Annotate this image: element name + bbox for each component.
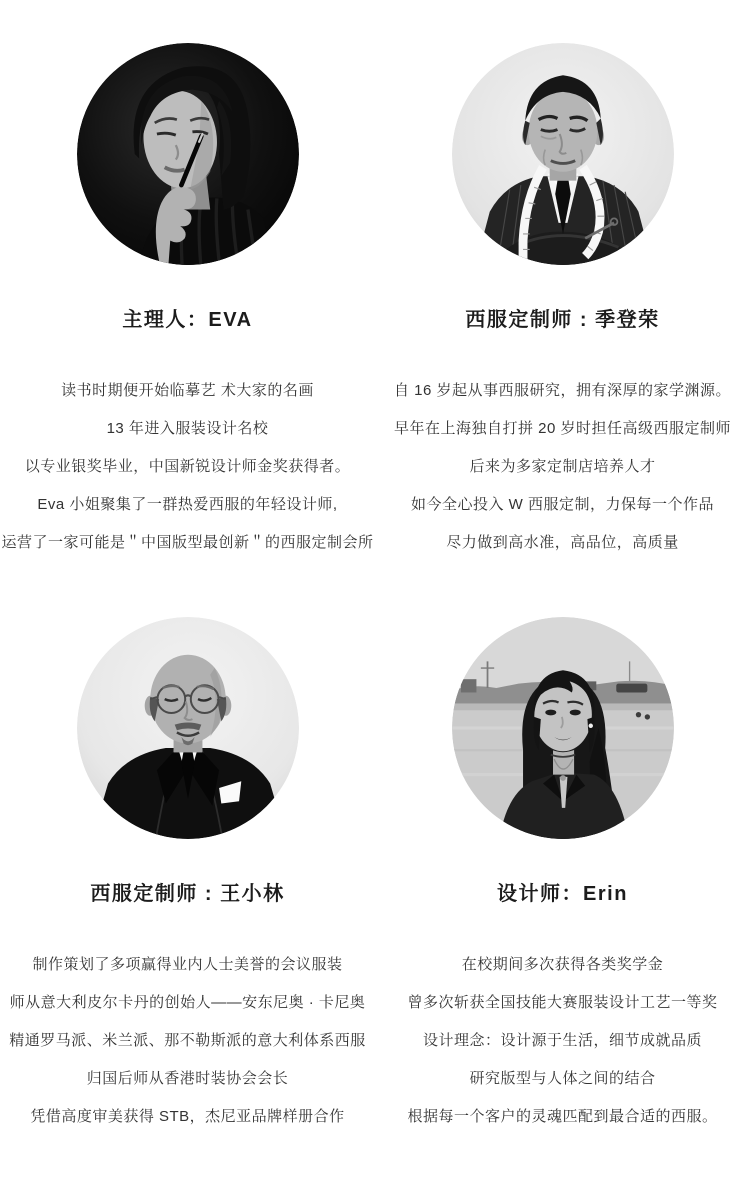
erin-portrait-illustration (452, 617, 674, 839)
bio-line: 运营了一家可能是＂中国版型最创新＂的西服定制会所 (1, 534, 374, 551)
bio-line: 师从意大利皮尔卡丹的创始人——安东尼奥 · 卡尼奥 (9, 994, 366, 1011)
ji-dengrong-portrait-illustration (452, 43, 674, 265)
bio-line: 设计理念：设计源于生活，细节成就品质 (422, 1032, 702, 1049)
bio-line: 13 年进入服装设计名校 (106, 420, 269, 437)
bio-line: 归国后师从香港时装协会会长 (86, 1070, 289, 1087)
bio-line: 尽力做到高水准，高品位，高质量 (446, 534, 679, 551)
member-title-wang-xiaolin: 西服定制师 : 王小林 (90, 883, 285, 905)
bio-line: 后来为多家定制店培养人才 (469, 458, 656, 475)
wang-xiaolin-portrait-photo (77, 617, 299, 839)
bio-line: 在校期间多次获得各类奖学金 (461, 956, 664, 973)
bio-line: 精通罗马派、米兰派、那不勒斯派的意大利体系西服 (9, 1032, 366, 1049)
bio-line: 自 16 岁起从事西服研究，拥有深厚的家学渊源。 (393, 382, 732, 399)
bio-line: 早年在上海独自打拼 20 岁时担任高级西服定制师 (393, 420, 732, 437)
bio-line: 以专业银奖毕业，中国新锐设计师金奖获得者。 (24, 458, 351, 475)
eva-portrait-photo (77, 43, 299, 265)
member-card-ji-dengrong (375, 0, 750, 562)
member-title-eva: 主理人：EVA (122, 309, 253, 331)
ji-dengrong-portrait-photo (452, 43, 674, 265)
member-bio-ji-dengrong (377, 372, 749, 562)
erin-portrait-photo (452, 617, 674, 839)
bio-line: 制作策划了多项赢得业内人士美誉的会议服装 (32, 956, 343, 973)
bio-line: Eva 小姐聚集了一群热爱西服的年轻设计师, (37, 496, 338, 513)
bio-line: 曾多次斩获全国技能大赛服装设计工艺一等奖 (407, 994, 718, 1011)
member-bio-eva (2, 372, 374, 562)
wang-xiaolin-portrait-illustration (77, 617, 299, 839)
member-bio-erin (377, 946, 749, 1136)
member-card-wang-xiaolin (0, 580, 375, 1136)
member-title-ji-dengrong: 西服定制师 : 季登荣 (465, 309, 660, 331)
bio-line: 凭借高度审美获得 STB，杰尼亚品牌样册合作 (30, 1108, 345, 1125)
member-bio-wang-xiaolin (2, 946, 374, 1136)
member-card-erin (375, 580, 750, 1136)
member-card-eva (0, 0, 375, 562)
bio-line: 研究版型与人体之间的结合 (469, 1070, 656, 1087)
bio-line: 读书时期便开始临摹艺 术大家的名画 (61, 382, 314, 399)
member-title-erin: 设计师：Erin (497, 883, 628, 905)
bio-line: 如今全心投入 W 西服定制，力保每一个作品 (411, 496, 714, 513)
bio-line: 根据每一个客户的灵魂匹配到最合适的西服。 (407, 1108, 718, 1125)
eva-portrait-illustration (77, 43, 299, 265)
